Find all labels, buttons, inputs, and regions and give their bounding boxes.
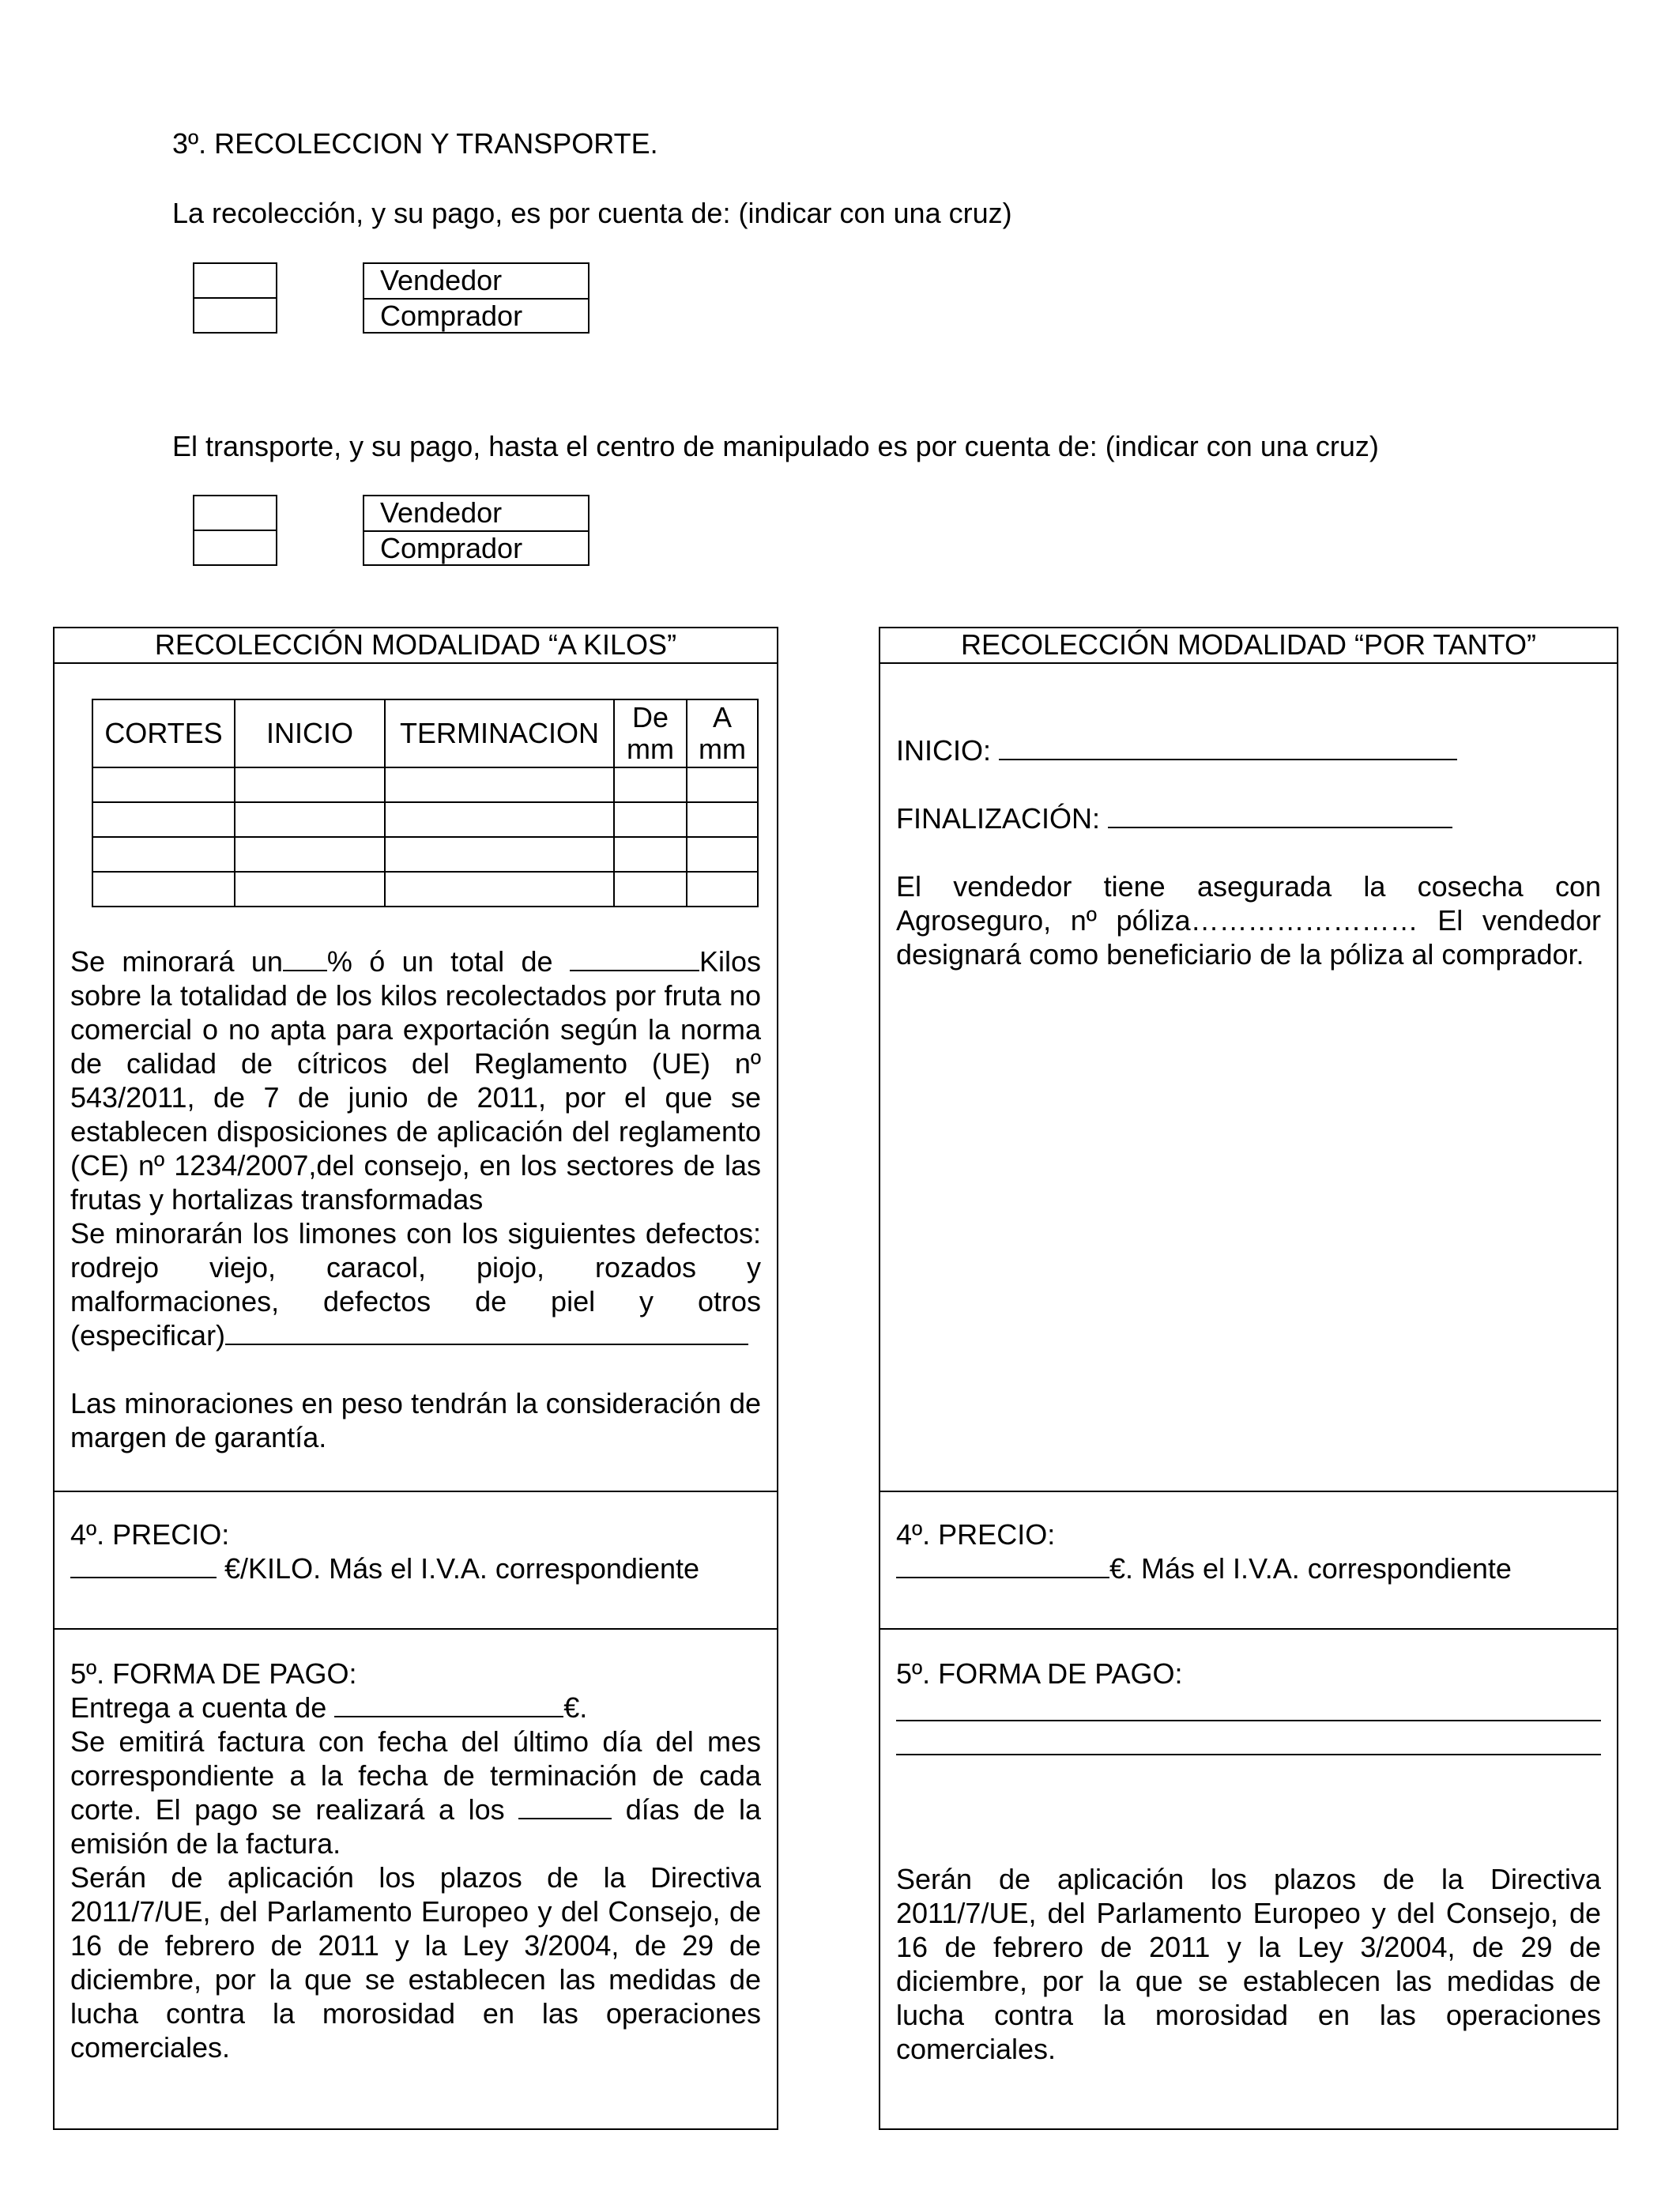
- table-row: [92, 767, 758, 802]
- precio-text: €/KILO. Más el I.V.A. correspondiente: [224, 1552, 700, 1585]
- question-recoleccion: La recolección, y su pago, es por cuenta de: (indicar con una cruz): [172, 197, 1012, 229]
- precio-block: [896, 1517, 1601, 1585]
- factura-text-b: días de la emisión de la factura.: [70, 1793, 761, 1860]
- col-header-de-mm: De mm: [614, 699, 687, 767]
- col-header-a-mm: A mm: [687, 699, 758, 767]
- option-comprador: Comprador: [364, 298, 588, 332]
- col-header-inicio: INICIO: [235, 699, 385, 767]
- option-vendedor: Vendedor: [380, 264, 503, 296]
- plazos-text: Serán de aplicación los plazos de la Directiva 2011/7/UE, del Parlamento Europeo y del Consejo, de 16 de febrero de 2011 y la Ley 3/2004, de 29 de diciembre, por la que se establecen las medidas de lucha contra la morosidad en las operaciones comerciales.: [70, 1861, 761, 2064]
- option-comprador: Comprador: [364, 530, 588, 564]
- precio-title: 4º. PRECIO:: [70, 1518, 230, 1551]
- option-vendedor: Vendedor: [380, 496, 503, 529]
- percent-blank[interactable]: [283, 946, 327, 971]
- checkbox-recoleccion-vendedor[interactable]: [193, 262, 277, 299]
- plazos-text: Serán de aplicación los plazos de la Directiva 2011/7/UE, del Parlamento Europeo y del Consejo, de 16 de febrero de 2011 y la Ley 3/2004, de 29 de diciembre, por la que se establecen las medidas de lucha contra la morosidad en las operaciones comerciales.: [896, 1863, 1601, 2065]
- table-row: [92, 837, 758, 872]
- precio-blank[interactable]: [896, 1553, 1109, 1578]
- finalizacion-label: FINALIZACIÓN:: [896, 802, 1101, 835]
- table-row: [92, 872, 758, 907]
- pago-title: 5º. FORMA DE PAGO:: [70, 1657, 357, 1690]
- col-header-terminacion: TERMINACION: [385, 699, 614, 767]
- inicio-label: INICIO:: [896, 734, 992, 767]
- options-recoleccion: [363, 262, 590, 334]
- col-header-cortes: CORTES: [92, 699, 235, 767]
- pago-blank-line-2[interactable]: [896, 1754, 1601, 1755]
- entrega-label: Entrega a cuenta de: [70, 1691, 327, 1724]
- kilos-blank[interactable]: [570, 946, 699, 971]
- divider: [880, 1628, 1617, 1630]
- defects-text: Se minorarán los limones con los siguientes defectos: rodrejo viejo, caracol, piojo, rozados y malformaciones, defectos de piel y otros: [70, 1217, 761, 1318]
- pago-block: [70, 1657, 761, 2064]
- entrega-blank[interactable]: [334, 1692, 563, 1717]
- minora-label-b: % ó un total de: [326, 945, 553, 978]
- panel-a-kilos: [53, 627, 778, 2130]
- question-transporte: El transporte, y su pago, hasta el centro de manipulado es por cuenta de: (indicar con una cruz): [172, 430, 1379, 462]
- minora-label-a: Se minorará un: [70, 945, 283, 978]
- factura-text: Se emitirá factura con fecha del último día del mes correspondiente a la fecha de terminación de cada corte. El pago se realizará a los: [70, 1725, 761, 1826]
- panel-title-kilos: RECOLECCIÓN MODALIDAD “A KILOS”: [55, 628, 777, 664]
- minora-label-c: Kilos: [699, 945, 761, 978]
- checkbox-transporte-comprador[interactable]: [193, 530, 277, 566]
- minora-text: sobre la totalidad de los kilos recolectados por fruta no comercial o no apta para exportación según la norma de calidad de cítricos del Reglamento (UE) nº 543/2011, de 7 de junio de 2011, por el que se establecen disposiciones de aplicación del reglamento (CE) nº 1234/2007,del consejo, en los sectores de las frutas y hortalizas transformadas: [70, 979, 761, 1216]
- inicio-blank[interactable]: [999, 735, 1457, 760]
- especificar-label: (especificar): [70, 1319, 226, 1351]
- pago-block: [896, 1657, 1601, 1691]
- divider: [880, 1491, 1617, 1492]
- section-heading: 3º. RECOLECCION Y TRANSPORTE.: [172, 127, 658, 160]
- finalizacion-blank[interactable]: [1108, 803, 1452, 828]
- options-transporte: [363, 495, 590, 566]
- divider: [55, 1628, 777, 1630]
- dias-blank[interactable]: [518, 1794, 612, 1819]
- precio-title: 4º. PRECIO:: [896, 1518, 1056, 1551]
- precio-text: €. Más el I.V.A. correspondiente: [1109, 1552, 1512, 1585]
- panel-por-tanto: [879, 627, 1618, 2130]
- minora-paragraph: [70, 944, 761, 1454]
- pago-blank-line-1[interactable]: [896, 1720, 1601, 1721]
- especificar-blank[interactable]: [225, 1320, 748, 1345]
- cortes-table: [92, 699, 759, 907]
- precio-blank[interactable]: [70, 1553, 217, 1578]
- panel-title-tanto: RECOLECCIÓN MODALIDAD “POR TANTO”: [880, 628, 1617, 664]
- checkbox-transporte-vendedor[interactable]: [193, 495, 277, 531]
- precio-block: [70, 1517, 761, 1585]
- entrega-euro: €.: [563, 1691, 588, 1724]
- divider: [55, 1491, 777, 1492]
- pago-title: 5º. FORMA DE PAGO:: [896, 1657, 1183, 1690]
- fechas-block: [896, 733, 1601, 971]
- seguro-text: El vendedor tiene asegurada la cosecha con Agroseguro, nº póliza…………………… El vendedor designará como beneficiario de la póliza al comprador.: [896, 870, 1601, 971]
- checkbox-recoleccion-comprador[interactable]: [193, 297, 277, 334]
- table-row: [92, 802, 758, 837]
- garantia-text: Las minoraciones en peso tendrán la consideración de margen de garantía.: [70, 1387, 761, 1453]
